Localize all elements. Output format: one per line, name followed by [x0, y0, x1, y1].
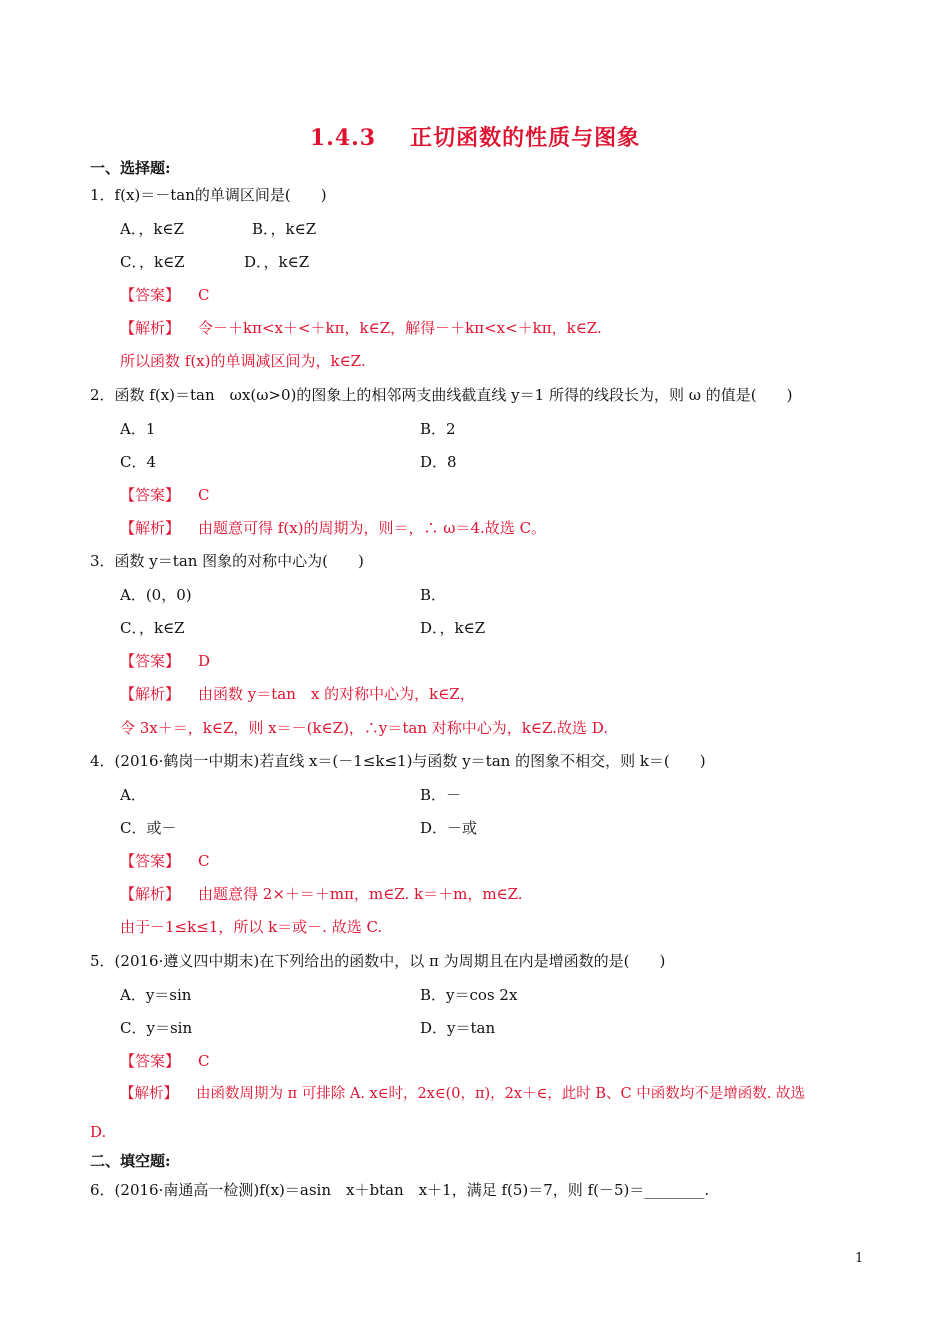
explain-label: 【解析】 — [120, 685, 181, 703]
q5-answer — [120, 1051, 210, 1071]
title-text: 正切函数的性质与图象 — [410, 125, 641, 151]
page-title — [0, 121, 950, 152]
explain-label: 【解析】 — [120, 885, 181, 903]
q3-answer — [120, 651, 210, 671]
q2-explain-text: 由题意可得 f(x)的周期为，则＝，∴ ω＝4.故选 C。 — [198, 519, 547, 537]
q2-option-c: C．4 — [120, 453, 157, 471]
q1-option-c: C．，k∈Z — [120, 253, 185, 271]
explain-label: 【解析】 — [120, 519, 181, 537]
q2-stem: 2．函数 f(x)＝tan ωx(ω>0)的图象上的相邻两支曲线截直线 y＝1 所得的线段长为，则 ω 的值是( ) — [90, 386, 793, 404]
answer-label: 【答案】 — [120, 486, 181, 504]
q2-option-b: B．2 — [420, 420, 456, 438]
q3-option-b: B． — [420, 586, 447, 604]
q4-stem: 4．(2016·鹤岗一中期末)若直线 x＝(－1≤k≤1)与函数 y＝tan 的图象不相交，则 k＝( ) — [90, 752, 706, 770]
q3-explain — [120, 684, 475, 704]
section-choice: 一、选择题: — [90, 159, 171, 177]
q1-option-b: B．，k∈Z — [252, 220, 317, 238]
q1-option-d: D．，k∈Z — [244, 253, 310, 271]
q5-explain-2: D. — [90, 1123, 107, 1141]
q4-answer — [120, 851, 210, 871]
q1-explain-text: 令－＋kπ<x＋<＋kπ，k∈Z，解得－＋kπ<x<＋kπ，k∈Z. — [198, 319, 602, 337]
q1-answer-value: C — [198, 286, 210, 304]
q1-explain-2: 所以函数 f(x)的单调减区间为，k∈Z. — [120, 352, 366, 370]
q4-option-c: C．或－ — [120, 819, 177, 837]
answer-label: 【答案】 — [120, 652, 181, 670]
q3-option-a: A．(0，0) — [120, 586, 192, 604]
q6-stem: 6．(2016·南通高一检测)f(x)＝asin x＋btan x＋1，满足 f(5)＝7，则 f(－5)＝________. — [90, 1181, 710, 1199]
page-number: 1 — [855, 1251, 864, 1266]
title-number: 1.4.3 — [309, 125, 377, 151]
q4-explain-2: 由于－1≤k≤1，所以 k＝或－. 故选 C. — [120, 918, 383, 936]
explain-label: 【解析】 — [120, 319, 181, 337]
q2-option-a: A．1 — [120, 420, 156, 438]
q4-answer-value: C — [198, 852, 210, 870]
q5-option-d: D．y＝tan — [420, 1019, 496, 1037]
q5-option-a: A．y＝sin — [120, 986, 192, 1004]
q1-explain — [120, 318, 602, 338]
explain-label: 【解析】 — [120, 1086, 178, 1102]
answer-label: 【答案】 — [120, 286, 181, 304]
q1-option-a: A．，k∈Z — [120, 220, 184, 238]
q2-explain — [120, 518, 546, 538]
q3-stem: 3．函数 y＝tan 图象的对称中心为( ) — [90, 552, 364, 570]
q5-explain — [120, 1084, 805, 1104]
q4-option-a: A． — [120, 786, 146, 804]
q4-option-d: D．－或 — [420, 819, 478, 837]
section-fill: 二、填空题: — [90, 1152, 171, 1170]
q5-option-c: C．y＝sin — [120, 1019, 193, 1037]
q1-answer — [120, 285, 210, 305]
q4-explain — [120, 884, 523, 904]
q2-answer-value: C — [198, 486, 210, 504]
q3-option-c: C．，k∈Z — [120, 619, 185, 637]
q3-explain-text: 由函数 y＝tan x 的对称中心为，k∈Z， — [198, 685, 475, 703]
q2-answer — [120, 485, 210, 505]
q1-stem: 1．f(x)＝－tan的单调区间是( ) — [90, 186, 327, 204]
q2-option-d: D．8 — [420, 453, 457, 471]
q5-answer-value: C — [198, 1052, 210, 1070]
q5-explain-text: 由函数周期为 π 可排除 A. x∈时，2x∈(0，π)，2x＋∈，此时 B、C 中函数均不是增函数. 故选 — [196, 1086, 805, 1102]
q3-answer-value: D — [198, 652, 211, 670]
q4-option-b: B．－ — [420, 786, 462, 804]
q4-explain-text: 由题意得 2×＋＝＋mπ，m∈Z. k＝＋m，m∈Z. — [198, 885, 523, 903]
q5-stem: 5．(2016·遵义四中期末)在下列给出的函数中，以 π 为周期且在内是增函数的是( ) — [90, 952, 666, 970]
q3-explain-2: 令 3x＋＝，k∈Z，则 x＝－(k∈Z)，∴y＝tan 对称中心为，k∈Z.故选 D. — [120, 719, 608, 737]
answer-label: 【答案】 — [120, 1052, 181, 1070]
q5-option-b: B．y＝cos 2x — [420, 986, 518, 1004]
q3-option-d: D．，k∈Z — [420, 619, 486, 637]
answer-label: 【答案】 — [120, 852, 181, 870]
